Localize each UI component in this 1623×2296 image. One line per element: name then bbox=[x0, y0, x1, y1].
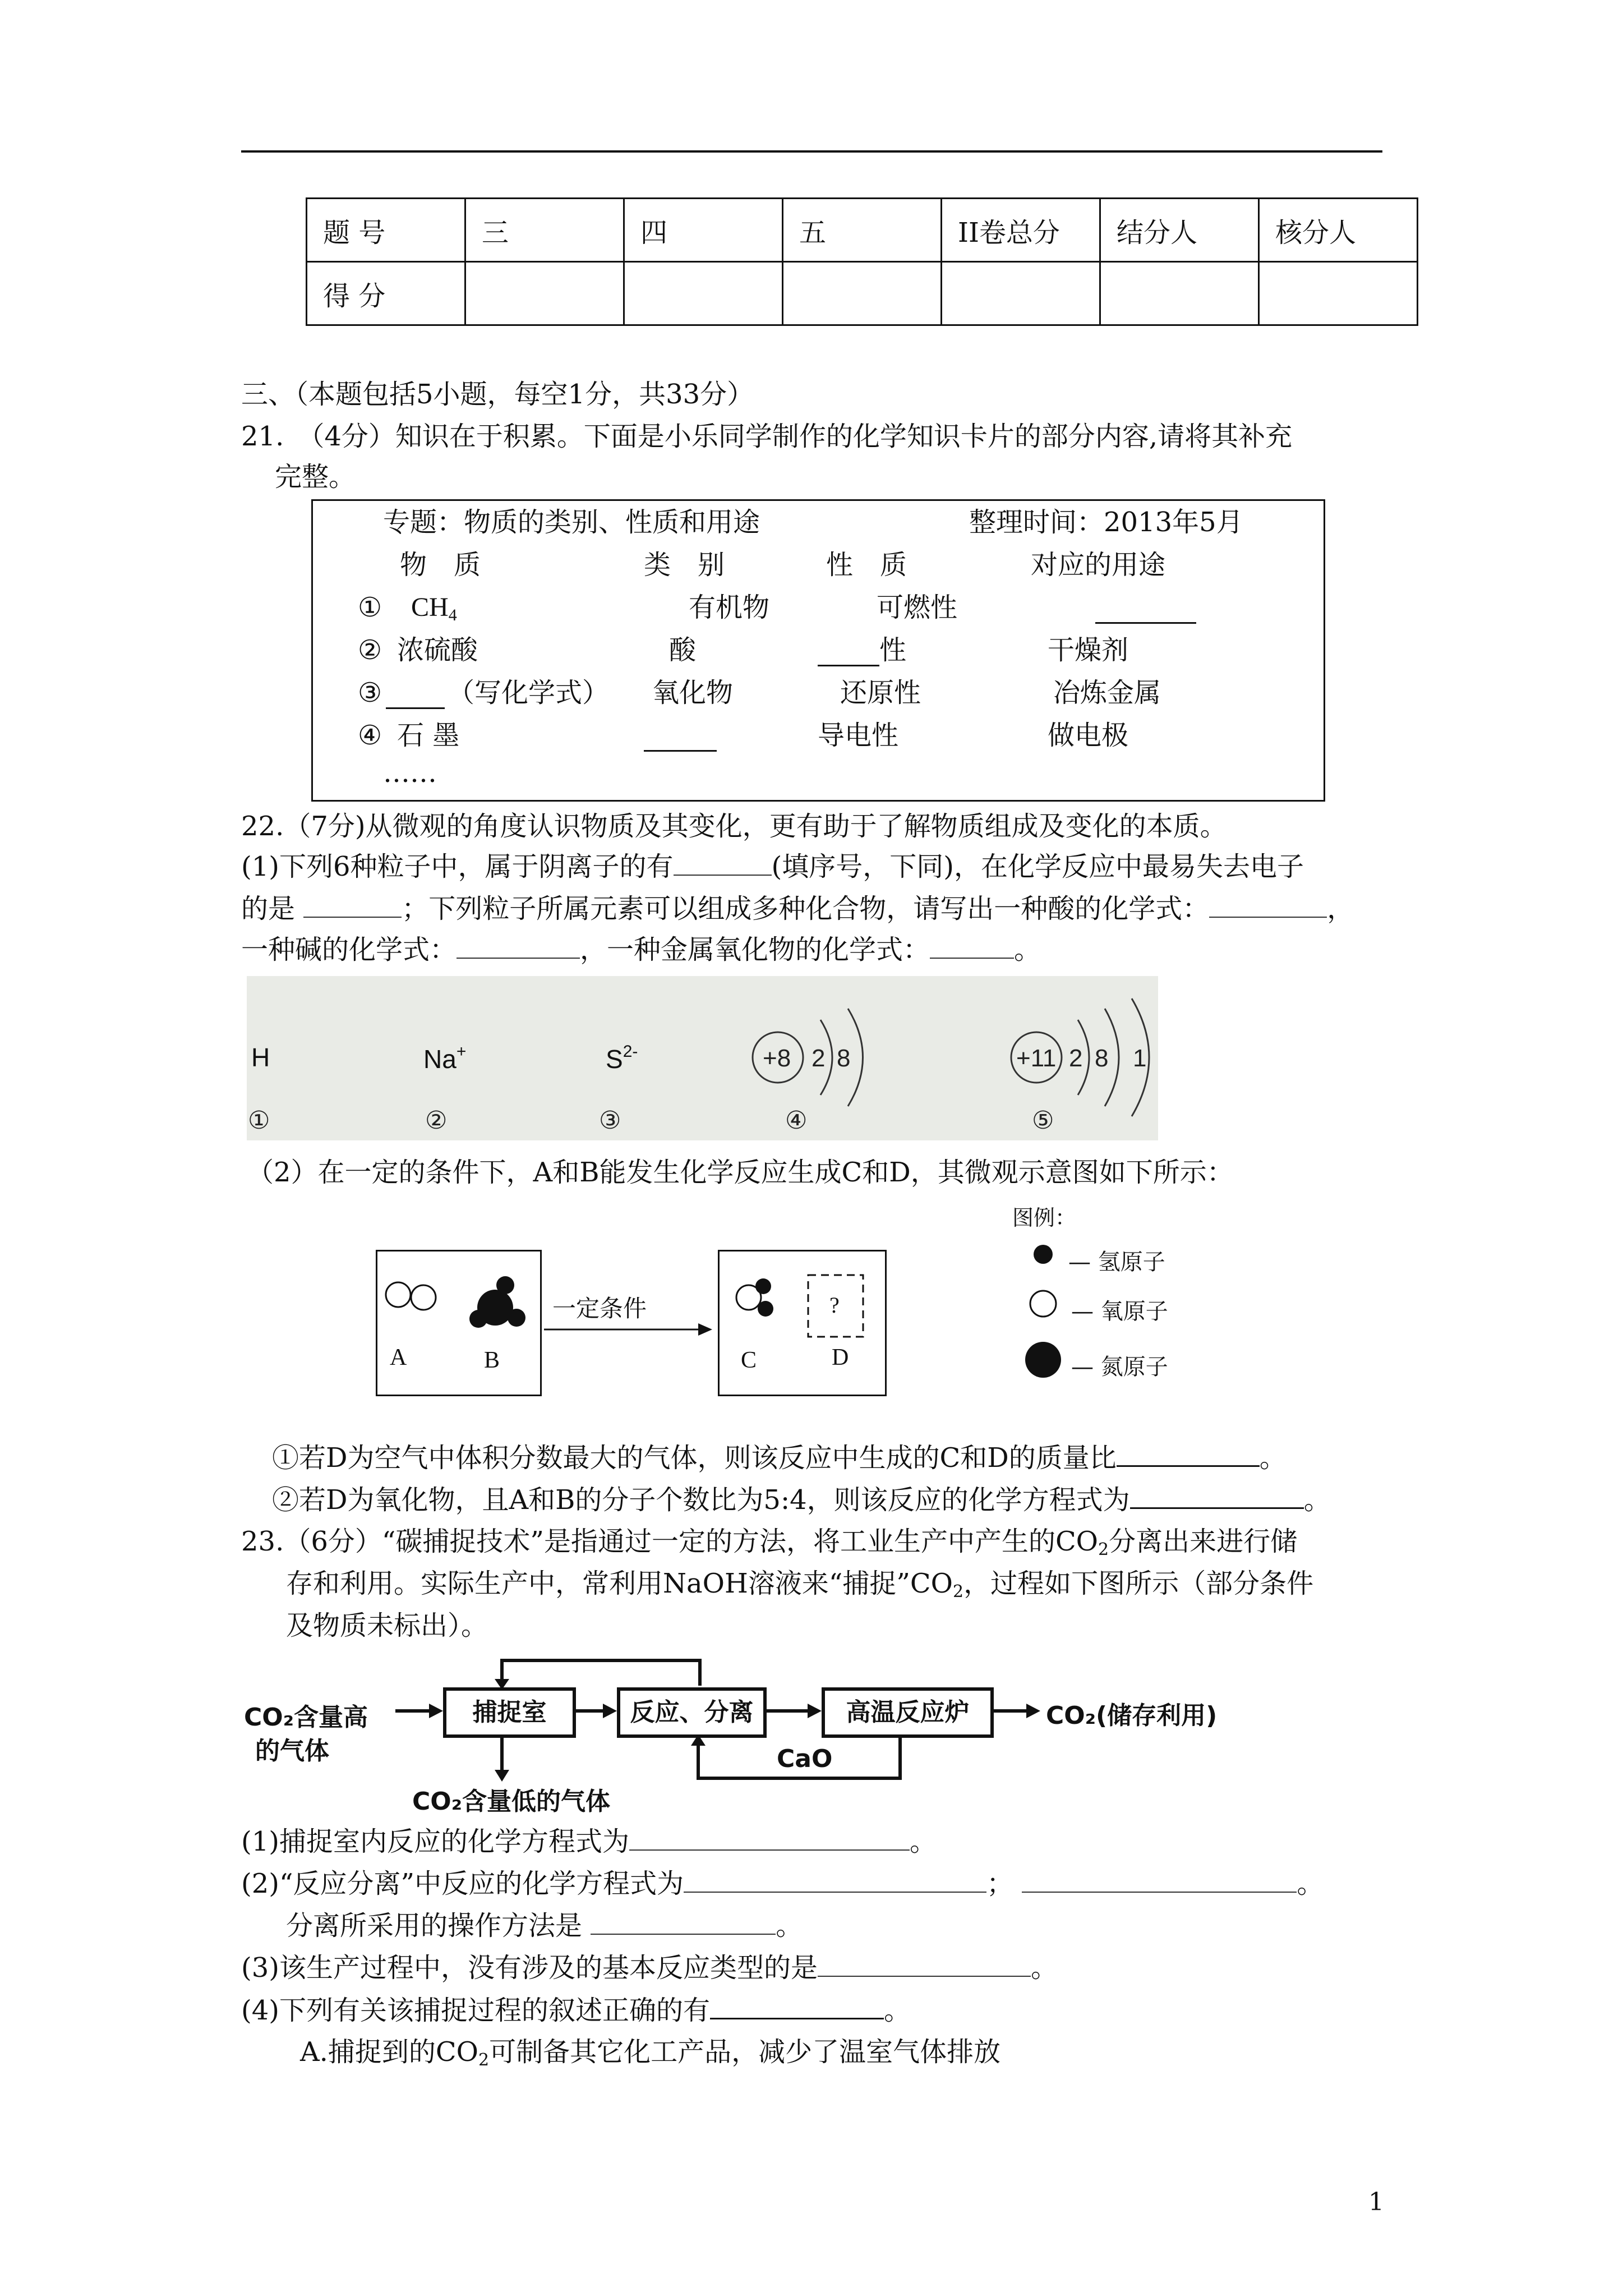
unknown-mark: ? bbox=[829, 1292, 840, 1318]
label-a: A bbox=[390, 1345, 407, 1370]
q23-p3-text: (3)该生产过程中，没有涉及的基本反应类型的是 bbox=[241, 1952, 818, 1984]
q22-sub2-end: 。 bbox=[1303, 1484, 1331, 1516]
na-shell-1: 2 bbox=[1069, 1045, 1083, 1072]
card-date: 整理时间：2013年5月 bbox=[969, 507, 1243, 538]
score-header-cell: II卷总分 bbox=[942, 199, 1100, 262]
score-header-cell: 四 bbox=[624, 199, 783, 262]
card-row1-property: 可燃性 bbox=[877, 592, 958, 623]
co2-subscript: 2 bbox=[478, 2050, 490, 2070]
legend-title: 图例： bbox=[1012, 1205, 1077, 1230]
card-row2-property-suffix: 性 bbox=[879, 634, 907, 666]
q23-p1-end: 。 bbox=[910, 1826, 937, 1857]
flow-input-line1: CO₂含量高 bbox=[244, 1703, 368, 1732]
q23-line2-a: 存和利用。实际生产中，常利用NaOH溶液来“捕捉”CO bbox=[286, 1568, 953, 1599]
score-row-label: 得 分 bbox=[307, 262, 465, 325]
label-c: C bbox=[741, 1347, 757, 1373]
q22-line1: 22.（7分)从微观的角度认识物质及其变化，更有助于了解物质组成及变化的本质。 bbox=[241, 811, 1227, 842]
q22-line2-a: (1)下列6种粒子中，属于阴离子的有 bbox=[241, 851, 674, 882]
section-heading: 三、（本题包括5小题，每空1分，共33分） bbox=[241, 379, 754, 410]
na-shell-2: 8 bbox=[1095, 1045, 1109, 1072]
card-row3-use: 冶炼金属 bbox=[1053, 677, 1161, 708]
q23-option-a bbox=[300, 2035, 1000, 2077]
q22-line3-a: 的是 bbox=[241, 893, 296, 924]
page-number: 1 bbox=[1368, 2188, 1384, 2216]
capture-equation-blank[interactable] bbox=[629, 1825, 910, 1851]
card-header-substance: 物 质 bbox=[400, 549, 481, 581]
q22-line4-b: ，一种金属氧化物的化学式： bbox=[580, 934, 930, 965]
na-charge: + bbox=[456, 1042, 467, 1061]
q22-part2: （2）在一定的条件下，A和B能发生化学反应生成C和D，其微观示意图如下所示： bbox=[247, 1157, 1234, 1188]
q22-sub2-text: ②若D为氧化物，且A和B的分子个数比为5:4，则该反应的化学方程式为 bbox=[272, 1484, 1130, 1516]
card-ellipsis: …… bbox=[383, 757, 437, 789]
card-header-use: 对应的用途 bbox=[1031, 549, 1166, 581]
s-symbol: S bbox=[606, 1045, 623, 1074]
score-header-cell: 三 bbox=[465, 199, 624, 262]
card-row4-num: ④ bbox=[358, 720, 382, 751]
reaction-separation-box: 反应、分离 bbox=[617, 1687, 767, 1738]
card-row3-note: （写化学式） bbox=[448, 677, 610, 708]
q23-line3: 及物质未标出）。 bbox=[286, 1610, 488, 1641]
q22-line4-c: 。 bbox=[1014, 934, 1041, 965]
q22-line2-b: (填序号，下同)，在化学反应中最易失去电子 bbox=[771, 851, 1304, 882]
reaction-type-blank[interactable] bbox=[818, 1951, 1031, 1977]
particle-label-3: ③ bbox=[599, 1106, 621, 1135]
high-temp-furnace-box: 高温反应炉 bbox=[822, 1687, 994, 1738]
q23-line1-b: 分离出来进行储 bbox=[1109, 1526, 1298, 1557]
ch-subscript: 4 bbox=[448, 606, 457, 624]
operation-method-blank[interactable] bbox=[591, 1909, 776, 1935]
card-row3-num: ③ bbox=[358, 677, 382, 708]
o-shell-1: 2 bbox=[811, 1045, 826, 1072]
q23-p2-text: (2)“反应分离”中反应的化学方程式为 bbox=[241, 1868, 684, 1899]
card-row2-num: ② bbox=[358, 634, 382, 666]
q23-p2-mid: ； bbox=[986, 1868, 1014, 1899]
q23-line1-a: 23.（6分）“碳捕捉技术”是指通过一定的方法，将工业生产中产生的CO bbox=[241, 1526, 1099, 1557]
flow-input-line2: 的气体 bbox=[255, 1737, 329, 1765]
card-row4-use: 做电极 bbox=[1048, 720, 1129, 751]
capture-chamber-box: 捕捉室 bbox=[443, 1687, 576, 1738]
q23-p2b bbox=[286, 1909, 803, 1943]
o-shell-2: 8 bbox=[837, 1045, 851, 1072]
q23-p4-end: 。 bbox=[884, 1995, 911, 2026]
correct-options-blank[interactable] bbox=[710, 1993, 884, 2019]
condition-label: 一定条件 bbox=[552, 1295, 647, 1322]
ch-formula: CH bbox=[411, 592, 449, 622]
card-row1-category: 有机物 bbox=[689, 592, 770, 623]
s-charge: 2- bbox=[623, 1042, 638, 1061]
q23-p4-text: (4)下列有关该捕捉过程的叙述正确的有 bbox=[241, 1995, 710, 2026]
q22-sub1-text: ①若D为空气中体积分数最大的气体，则该反应中生成的C和D的质量比 bbox=[272, 1442, 1117, 1474]
q23-p2 bbox=[241, 1867, 1324, 1901]
flow-low-gas: CO₂含量低的气体 bbox=[412, 1787, 610, 1816]
card-row2-use: 干燥剂 bbox=[1048, 634, 1129, 666]
co2-subscript: 2 bbox=[1098, 1540, 1109, 1559]
na-shell-3: 1 bbox=[1133, 1045, 1147, 1072]
card-row4-property: 导电性 bbox=[818, 720, 899, 751]
score-header-cell: 题 号 bbox=[307, 199, 465, 262]
card-row3-category: 氧化物 bbox=[652, 677, 734, 708]
card-header-category: 类 别 bbox=[644, 549, 725, 581]
card-row2-substance: 浓硫酸 bbox=[397, 634, 478, 666]
particle-label-4: ④ bbox=[785, 1106, 808, 1135]
particle-label-5: ⑤ bbox=[1032, 1106, 1054, 1135]
q23-p2b-end: 。 bbox=[776, 1910, 803, 1941]
separation-equation-blank-2[interactable] bbox=[1022, 1867, 1297, 1893]
q22-line3-b: ；下列粒子所属元素可以组成多种化合物，请写出一种酸的化学式： bbox=[402, 893, 1210, 924]
q22-line4-a: 一种碱的化学式： bbox=[241, 934, 457, 965]
separation-equation-blank-1[interactable] bbox=[684, 1867, 986, 1893]
label-d: D bbox=[832, 1345, 849, 1370]
score-header-cell: 结分人 bbox=[1100, 199, 1259, 262]
card-row2-category: 酸 bbox=[669, 634, 697, 666]
flow-cao: CaO bbox=[777, 1745, 833, 1773]
q23-line2-b: ，过程如下图所示（部分条件 bbox=[963, 1568, 1314, 1599]
score-header-cell: 五 bbox=[783, 199, 942, 262]
card-header-property: 性 质 bbox=[826, 549, 907, 581]
particle-h: H bbox=[251, 1043, 270, 1072]
o-core: +8 bbox=[763, 1045, 791, 1072]
q23-p1-text: (1)捕捉室内反应的化学方程式为 bbox=[241, 1826, 629, 1857]
particle-label-1: ① bbox=[248, 1106, 270, 1135]
particle-label-2: ② bbox=[425, 1106, 448, 1135]
q21-line2: 完整。 bbox=[275, 461, 356, 493]
score-header-cell: 核分人 bbox=[1259, 199, 1418, 262]
legend-oxygen: — 氧原子 bbox=[1071, 1299, 1168, 1324]
legend-nitrogen: — 氮原子 bbox=[1071, 1354, 1168, 1380]
q23-option-a-rest: 可制备其它化工产品，减少了温室气体排放 bbox=[489, 2036, 1001, 2068]
q23-p4 bbox=[241, 1993, 911, 2027]
q23-p1 bbox=[241, 1825, 937, 1858]
q23-p3-end: 。 bbox=[1031, 1952, 1058, 1984]
na-core: +11 bbox=[1016, 1045, 1057, 1072]
card-row3-property: 还原性 bbox=[840, 677, 921, 708]
q22-line3-c: ， bbox=[1327, 893, 1354, 924]
card-row1-num: ① bbox=[358, 592, 382, 623]
q23-p2-end: 。 bbox=[1297, 1868, 1324, 1899]
q23-p2b-text: 分离所采用的操作方法是 bbox=[286, 1910, 583, 1941]
flow-output: CO₂(储存利用) bbox=[1046, 1701, 1218, 1730]
q21-line1: 21. （4分）知识在于积累。下面是小乐同学制作的化学知识卡片的部分内容,请将其补充 bbox=[241, 421, 1293, 452]
label-b: B bbox=[484, 1347, 500, 1373]
card-topic: 专题：物质的类别、性质和用途 bbox=[383, 507, 760, 538]
q22-sub1-end: 。 bbox=[1259, 1442, 1287, 1474]
card-row4-substance: 石 墨 bbox=[397, 720, 460, 751]
co2-subscript: 2 bbox=[953, 1582, 964, 1602]
na-symbol: Na bbox=[423, 1045, 457, 1074]
legend-hydrogen: — 氢原子 bbox=[1068, 1249, 1165, 1275]
q23-p3 bbox=[241, 1951, 1058, 1985]
q23-option-a-text: A.捕捉到的CO bbox=[300, 2036, 479, 2068]
